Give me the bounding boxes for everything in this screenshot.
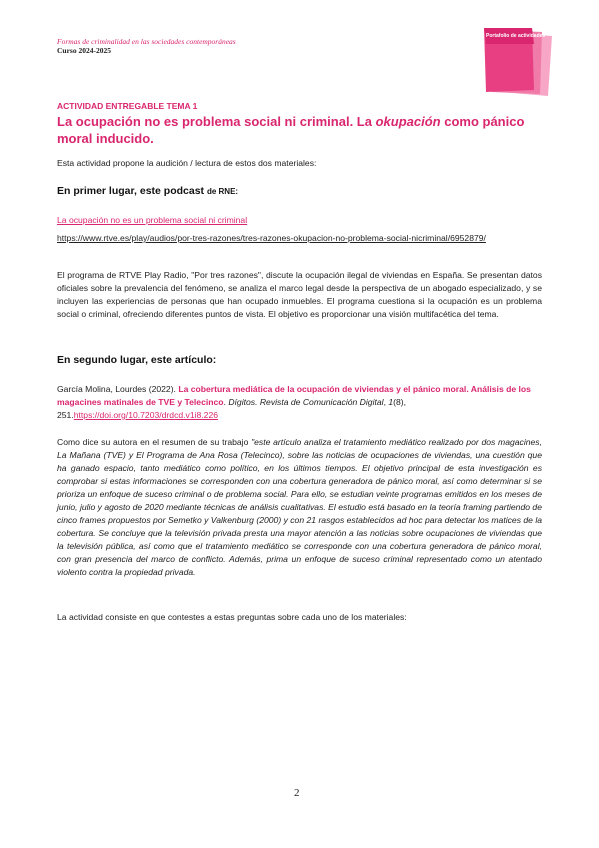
citation-journal: Dígitos. Revista de Comunicación Digital — [228, 397, 384, 407]
citation-volume: 1 — [388, 397, 394, 407]
podcast-description: El programa de RTVE Play Radio, "Por tres razones", discute la ocupación ilegal de viviendas en España. Se presentan datos oficiales sobre la prevalencia del fenómeno, se analiza el marco legal desde la perspectiva de un abogado especializado, y se incluyen las experiencias de personas que han ocupado inmuebles. El programa cuestiona si la ocupación es un problema social o criminal, ofreciendo diferentes puntos de vista. El objetivo es proporcionar una visión multifacética del tema. — [57, 270, 542, 319]
title-italic: okupación — [375, 114, 441, 129]
section2-heading: En segundo lugar, este artículo: — [57, 354, 217, 366]
course-year: Curso 2024-2025 — [57, 46, 111, 55]
folder-label: Portafolio de actividades — [486, 33, 546, 39]
closing-text: La actividad consiste en que contestes a estas preguntas sobre cada uno de los materiales: — [57, 612, 407, 622]
citation-doi-link[interactable]: https://doi.org/10.7203/drdcd.v1i8.226 — [73, 410, 219, 420]
title-text-end: como pánico moral inducido. — [57, 114, 525, 146]
article-abstract — [57, 436, 542, 579]
section1-heading-small: de RNE: — [206, 187, 239, 196]
podcast-title-link[interactable]: La ocupación no es un problema social ni criminal — [57, 215, 248, 225]
abstract-quote: "este artículo analiza el tratamiento mediático realizado por dos magacines, La Mañana (TVE) y El Programa de Ana Rosa (Telecinco), sobre las noticias de ocupaciones de viviendas, una cuestión que ha ganado espacio, tanto mediático como político, en los últimos tiempos. El objetivo principal de esta investigación es comprobar si estas informaciones se corresponden con una cobertura generadora de pánico moral, así como determinar si se prioriza un enfoque de suceso criminal o de problema social. Para ello, se estudian veinte programas emitidos en los meses de junio, julio y agosto de 2020 mediante técnicas de análisis cualitativas. El estudio está basado en la teoría framing partiendo de cinco frames propuestos por Semetko y Valkenburg (2000) y con 21 rasgos establecidos ad hoc para detectar los matices de la cobertura. Se concluye que la televisión privada presta una mayor atención a las noticias sobre ocupaciones de viviendas que la televisión pública, así como que el tratamiento mediático se corresponde con una cobertura generadora de pánico moral, con gran presencia del marco de conflicto. Además, prima un enfoque de suceso criminal representado como un atentado violento contra la propiedad privada. — [57, 437, 543, 577]
abstract-lead: Como dice su autora en el resumen de su trabajo — [57, 437, 252, 447]
citation-separator: . — [223, 397, 229, 407]
citation-separator: , — [383, 397, 389, 407]
page-number: 2 — [294, 787, 300, 799]
activity-title — [57, 113, 547, 147]
section1-heading-main: En primer lugar, este podcast — [57, 185, 207, 197]
course-title: Formas de criminalidad en las sociedades contemporáneas — [57, 37, 236, 46]
citation-pages: (8), 251. — [57, 397, 407, 420]
article-citation — [57, 383, 537, 422]
citation-author: García Molina, Lourdes (2022). — [57, 384, 179, 394]
title-text: La ocupación no es problema social ni criminal. La — [57, 114, 376, 129]
podcast-url-link[interactable]: https://www.rtve.es/play/audios/por-tres-razones/tres-razones-okupacion-no-problema-social-nicriminal/6952879/ — [57, 233, 486, 243]
intro-text: Esta actividad propone la audición / lectura de estos dos materiales: — [57, 158, 317, 168]
section1-heading — [57, 185, 238, 197]
activity-eyebrow: ACTIVIDAD ENTREGABLE TEMA 1 — [57, 101, 198, 111]
citation-title: La cobertura mediática de la ocupación de viviendas y el pánico moral. Análisis de los magacines matinales de TVE y Telecinco — [57, 384, 531, 407]
